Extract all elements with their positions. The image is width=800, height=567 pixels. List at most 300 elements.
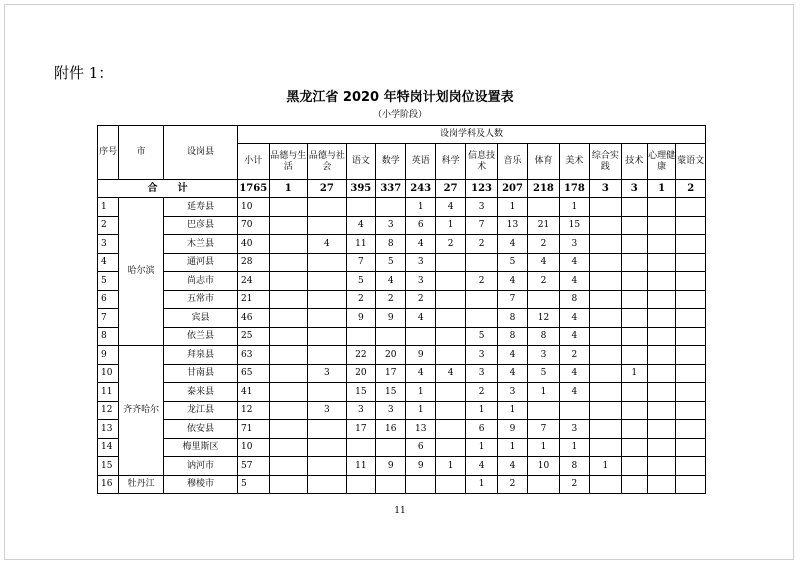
- value-cell: 2: [406, 290, 435, 309]
- total-cell: 218: [528, 180, 559, 198]
- value-cell: 13: [406, 420, 435, 439]
- value-cell: [676, 438, 706, 457]
- total-cell: 207: [497, 180, 527, 198]
- page-number: 11: [394, 506, 406, 516]
- value-cell: [308, 198, 347, 217]
- value-cell: 7: [497, 290, 527, 309]
- value-cell: [269, 457, 308, 476]
- value-cell: 3: [346, 401, 375, 420]
- total-cell: 1: [647, 180, 675, 198]
- county-cell: 五常市: [163, 290, 237, 309]
- attachment-label: 附件 1：: [54, 64, 114, 82]
- county-cell: 穆棱市: [163, 475, 237, 494]
- city-cell: 牡丹江: [119, 475, 164, 494]
- value-cell: 2: [466, 272, 497, 291]
- value-cell: [647, 253, 675, 272]
- subject-header: 综合实践: [590, 144, 621, 180]
- value-cell: [269, 346, 308, 365]
- value-cell: [621, 290, 647, 309]
- value-cell: 2: [466, 235, 497, 254]
- value-cell: 6: [406, 438, 435, 457]
- value-cell: 11: [346, 457, 375, 476]
- value-cell: [435, 309, 465, 328]
- value-cell: [308, 438, 347, 457]
- value-cell: [647, 216, 675, 235]
- value-cell: 5: [466, 327, 497, 346]
- value-cell: [621, 438, 647, 457]
- table-row: [98, 438, 706, 457]
- value-cell: [590, 364, 621, 383]
- subject-header: 品德与生活: [269, 144, 308, 180]
- table-row: [98, 198, 706, 217]
- value-cell: 10: [528, 457, 559, 476]
- seq-cell: 10: [98, 364, 119, 383]
- value-cell: 4: [497, 364, 527, 383]
- value-cell: 3: [376, 216, 406, 235]
- value-cell: [590, 235, 621, 254]
- value-cell: 46: [238, 309, 269, 328]
- value-cell: [466, 290, 497, 309]
- value-cell: 1: [406, 401, 435, 420]
- seq-cell: 15: [98, 457, 119, 476]
- value-cell: [647, 383, 675, 402]
- value-cell: [269, 235, 308, 254]
- value-cell: [621, 216, 647, 235]
- value-cell: 4: [559, 272, 589, 291]
- value-cell: [676, 383, 706, 402]
- value-cell: 7: [528, 420, 559, 439]
- value-cell: 3: [466, 346, 497, 365]
- county-cell: 龙江县: [163, 401, 237, 420]
- subject-header: 蒙语文: [676, 144, 706, 180]
- county-cell: 巴彦县: [163, 216, 237, 235]
- value-cell: [590, 253, 621, 272]
- value-cell: 3: [528, 346, 559, 365]
- value-cell: 4: [346, 216, 375, 235]
- value-cell: [590, 290, 621, 309]
- value-cell: 15: [346, 383, 375, 402]
- value-cell: 3: [308, 364, 347, 383]
- value-cell: 1: [621, 364, 647, 383]
- value-cell: [269, 401, 308, 420]
- value-cell: 1: [528, 383, 559, 402]
- value-cell: [435, 290, 465, 309]
- subject-header: 小计: [238, 144, 269, 180]
- city-cell: 哈尔滨: [119, 198, 164, 346]
- seq-cell: 5: [98, 272, 119, 291]
- value-cell: 5: [376, 253, 406, 272]
- value-cell: [308, 253, 347, 272]
- seq-cell: 2: [98, 216, 119, 235]
- value-cell: 1: [497, 401, 527, 420]
- subject-header: 体育: [528, 144, 559, 180]
- value-cell: [435, 272, 465, 291]
- county-cell: 延寿县: [163, 198, 237, 217]
- county-cell: 甘南县: [163, 364, 237, 383]
- document-title: 黑龙江省 2020 年特岗计划岗位设置表: [286, 90, 514, 105]
- total-cell: 27: [308, 180, 347, 198]
- total-cell: 3: [590, 180, 621, 198]
- value-cell: 8: [497, 309, 527, 328]
- value-cell: [528, 475, 559, 494]
- value-cell: [590, 309, 621, 328]
- value-cell: [621, 475, 647, 494]
- value-cell: 5: [528, 364, 559, 383]
- value-cell: [647, 327, 675, 346]
- value-cell: 2: [528, 272, 559, 291]
- value-cell: [676, 272, 706, 291]
- value-cell: [647, 438, 675, 457]
- city-cell: 齐齐哈尔: [119, 346, 164, 476]
- value-cell: 6: [466, 420, 497, 439]
- value-cell: [308, 216, 347, 235]
- subject-header: 技术: [621, 144, 647, 180]
- value-cell: [647, 401, 675, 420]
- value-cell: 8: [497, 327, 527, 346]
- value-cell: 4: [435, 198, 465, 217]
- value-cell: 4: [559, 327, 589, 346]
- value-cell: 4: [559, 383, 589, 402]
- value-cell: [435, 383, 465, 402]
- county-cell: 拜泉县: [163, 346, 237, 365]
- county-cell: 尚志市: [163, 272, 237, 291]
- seq-cell: 4: [98, 253, 119, 272]
- county-cell: 梅里斯区: [163, 438, 237, 457]
- total-cell: 1: [269, 180, 308, 198]
- value-cell: 4: [559, 253, 589, 272]
- positions-table: [97, 125, 706, 494]
- value-cell: [466, 309, 497, 328]
- value-cell: 20: [376, 346, 406, 365]
- value-cell: 7: [346, 253, 375, 272]
- total-cell: 123: [466, 180, 497, 198]
- value-cell: [590, 216, 621, 235]
- value-cell: 5: [346, 272, 375, 291]
- value-cell: [308, 475, 347, 494]
- value-cell: [346, 475, 375, 494]
- value-cell: [647, 457, 675, 476]
- value-cell: [621, 327, 647, 346]
- value-cell: [676, 420, 706, 439]
- value-cell: 1: [435, 457, 465, 476]
- value-cell: 3: [308, 401, 347, 420]
- value-cell: [590, 198, 621, 217]
- value-cell: 9: [376, 457, 406, 476]
- table-row: [98, 401, 706, 420]
- value-cell: [590, 401, 621, 420]
- value-cell: 2: [528, 235, 559, 254]
- value-cell: 2: [497, 475, 527, 494]
- value-cell: [435, 438, 465, 457]
- value-cell: [676, 253, 706, 272]
- table-row: [98, 475, 706, 494]
- value-cell: [435, 327, 465, 346]
- subject-header: 音乐: [497, 144, 527, 180]
- seq-cell: 12: [98, 401, 119, 420]
- seq-cell: 6: [98, 290, 119, 309]
- value-cell: [269, 475, 308, 494]
- value-cell: [676, 346, 706, 365]
- value-cell: 10: [238, 438, 269, 457]
- value-cell: [621, 309, 647, 328]
- value-cell: 71: [238, 420, 269, 439]
- value-cell: 5: [497, 253, 527, 272]
- value-cell: 4: [528, 253, 559, 272]
- value-cell: 4: [376, 272, 406, 291]
- value-cell: 3: [559, 420, 589, 439]
- value-cell: [590, 346, 621, 365]
- value-cell: 21: [238, 290, 269, 309]
- value-cell: [269, 438, 308, 457]
- value-cell: 1: [406, 198, 435, 217]
- total-cell: 2: [676, 180, 706, 198]
- total-cell: 178: [559, 180, 589, 198]
- value-cell: [647, 364, 675, 383]
- value-cell: 24: [238, 272, 269, 291]
- value-cell: [346, 327, 375, 346]
- value-cell: [676, 401, 706, 420]
- total-row: [98, 180, 706, 198]
- value-cell: 1: [497, 438, 527, 457]
- seq-cell: 9: [98, 346, 119, 365]
- value-cell: [269, 309, 308, 328]
- value-cell: 4: [406, 309, 435, 328]
- total-cell: 243: [406, 180, 435, 198]
- value-cell: [466, 253, 497, 272]
- value-cell: 3: [466, 198, 497, 217]
- value-cell: [435, 253, 465, 272]
- value-cell: 3: [497, 383, 527, 402]
- value-cell: 7: [466, 216, 497, 235]
- value-cell: 1: [466, 438, 497, 457]
- value-cell: [269, 253, 308, 272]
- value-cell: 1: [559, 198, 589, 217]
- value-cell: 40: [238, 235, 269, 254]
- value-cell: 1: [528, 438, 559, 457]
- value-cell: 5: [238, 475, 269, 494]
- value-cell: 57: [238, 457, 269, 476]
- value-cell: 25: [238, 327, 269, 346]
- value-cell: 4: [559, 364, 589, 383]
- table-row: [98, 327, 706, 346]
- seq-cell: 11: [98, 383, 119, 402]
- value-cell: 15: [559, 216, 589, 235]
- value-cell: [308, 309, 347, 328]
- value-cell: 4: [466, 457, 497, 476]
- total-label: 合 计: [98, 180, 238, 198]
- value-cell: [676, 198, 706, 217]
- value-cell: [590, 475, 621, 494]
- value-cell: 4: [497, 346, 527, 365]
- document-subtitle: （小学阶段）: [372, 110, 427, 120]
- value-cell: [269, 364, 308, 383]
- value-cell: 3: [406, 253, 435, 272]
- table-row: [98, 235, 706, 254]
- value-cell: [346, 198, 375, 217]
- value-cell: 63: [238, 346, 269, 365]
- value-cell: 8: [376, 235, 406, 254]
- seq-cell: 7: [98, 309, 119, 328]
- value-cell: [308, 290, 347, 309]
- value-cell: 16: [376, 420, 406, 439]
- value-cell: 2: [559, 475, 589, 494]
- value-cell: [308, 272, 347, 291]
- value-cell: 13: [497, 216, 527, 235]
- value-cell: [676, 457, 706, 476]
- value-cell: 15: [376, 383, 406, 402]
- value-cell: [406, 327, 435, 346]
- seq-header: 序号: [98, 126, 119, 180]
- value-cell: 2: [376, 290, 406, 309]
- value-cell: [621, 253, 647, 272]
- table-row: [98, 290, 706, 309]
- subjects-group-header: 设岗学科及人数: [238, 126, 706, 144]
- value-cell: 17: [376, 364, 406, 383]
- value-cell: [269, 198, 308, 217]
- value-cell: [308, 346, 347, 365]
- value-cell: [308, 420, 347, 439]
- subject-header: 信息技术: [466, 144, 497, 180]
- value-cell: 4: [308, 235, 347, 254]
- county-cell: 依安县: [163, 420, 237, 439]
- value-cell: 1: [590, 457, 621, 476]
- total-cell: 337: [376, 180, 406, 198]
- value-cell: [308, 457, 347, 476]
- value-cell: 4: [497, 235, 527, 254]
- value-cell: 2: [346, 290, 375, 309]
- value-cell: 2: [559, 346, 589, 365]
- value-cell: 8: [559, 457, 589, 476]
- city-header: 市: [119, 126, 164, 180]
- table-row: [98, 346, 706, 365]
- county-header: 设岗县: [163, 126, 237, 180]
- value-cell: 1: [406, 383, 435, 402]
- value-cell: [647, 309, 675, 328]
- value-cell: [647, 272, 675, 291]
- value-cell: [346, 438, 375, 457]
- subject-header: 心理健康: [647, 144, 675, 180]
- seq-cell: 14: [98, 438, 119, 457]
- value-cell: [676, 475, 706, 494]
- value-cell: 28: [238, 253, 269, 272]
- value-cell: 9: [406, 346, 435, 365]
- value-cell: 1: [559, 438, 589, 457]
- value-cell: [676, 216, 706, 235]
- value-cell: [528, 401, 559, 420]
- value-cell: 10: [238, 198, 269, 217]
- value-cell: [269, 290, 308, 309]
- value-cell: [621, 346, 647, 365]
- value-cell: [435, 475, 465, 494]
- value-cell: [590, 383, 621, 402]
- seq-cell: 1: [98, 198, 119, 217]
- subject-header: 品德与社会: [308, 144, 347, 180]
- value-cell: 11: [346, 235, 375, 254]
- value-cell: [528, 290, 559, 309]
- value-cell: 1: [466, 401, 497, 420]
- value-cell: 3: [559, 235, 589, 254]
- value-cell: 20: [346, 364, 375, 383]
- subject-header: 数学: [376, 144, 406, 180]
- value-cell: [435, 401, 465, 420]
- value-cell: [676, 309, 706, 328]
- value-cell: [308, 327, 347, 346]
- value-cell: [621, 457, 647, 476]
- seq-cell: 13: [98, 420, 119, 439]
- subject-header: 美术: [559, 144, 589, 180]
- value-cell: [676, 364, 706, 383]
- value-cell: [676, 290, 706, 309]
- subject-header: 科学: [435, 144, 465, 180]
- value-cell: 9: [497, 420, 527, 439]
- value-cell: 12: [238, 401, 269, 420]
- county-cell: 依兰县: [163, 327, 237, 346]
- county-cell: 宾县: [163, 309, 237, 328]
- total-cell: 3: [621, 180, 647, 198]
- value-cell: [376, 327, 406, 346]
- value-cell: 8: [528, 327, 559, 346]
- value-cell: [376, 475, 406, 494]
- total-cell: 1765: [238, 180, 269, 198]
- value-cell: [269, 327, 308, 346]
- value-cell: [376, 198, 406, 217]
- value-cell: [676, 235, 706, 254]
- value-cell: 41: [238, 383, 269, 402]
- value-cell: [590, 327, 621, 346]
- value-cell: [269, 216, 308, 235]
- value-cell: 12: [528, 309, 559, 328]
- value-cell: 4: [406, 364, 435, 383]
- value-cell: [308, 383, 347, 402]
- value-cell: 1: [466, 475, 497, 494]
- value-cell: [647, 475, 675, 494]
- value-cell: 4: [497, 457, 527, 476]
- value-cell: 3: [376, 401, 406, 420]
- value-cell: 65: [238, 364, 269, 383]
- value-cell: 4: [406, 235, 435, 254]
- table-row: [98, 272, 706, 291]
- value-cell: 3: [406, 272, 435, 291]
- county-cell: 泰来县: [163, 383, 237, 402]
- value-cell: 22: [346, 346, 375, 365]
- county-cell: 通河县: [163, 253, 237, 272]
- value-cell: [269, 272, 308, 291]
- value-cell: 4: [559, 309, 589, 328]
- value-cell: [621, 235, 647, 254]
- value-cell: [647, 346, 675, 365]
- value-cell: 8: [559, 290, 589, 309]
- value-cell: [647, 198, 675, 217]
- value-cell: [621, 272, 647, 291]
- value-cell: 17: [346, 420, 375, 439]
- value-cell: 9: [406, 457, 435, 476]
- table-row: [98, 364, 706, 383]
- value-cell: 3: [466, 364, 497, 383]
- total-cell: 395: [346, 180, 375, 198]
- subject-header: 语文: [346, 144, 375, 180]
- value-cell: [435, 346, 465, 365]
- value-cell: [528, 198, 559, 217]
- value-cell: [621, 198, 647, 217]
- value-cell: [647, 290, 675, 309]
- value-cell: [590, 438, 621, 457]
- table-row: [98, 420, 706, 439]
- value-cell: [676, 327, 706, 346]
- table-row: [98, 457, 706, 476]
- value-cell: [559, 401, 589, 420]
- value-cell: 1: [497, 198, 527, 217]
- value-cell: [406, 475, 435, 494]
